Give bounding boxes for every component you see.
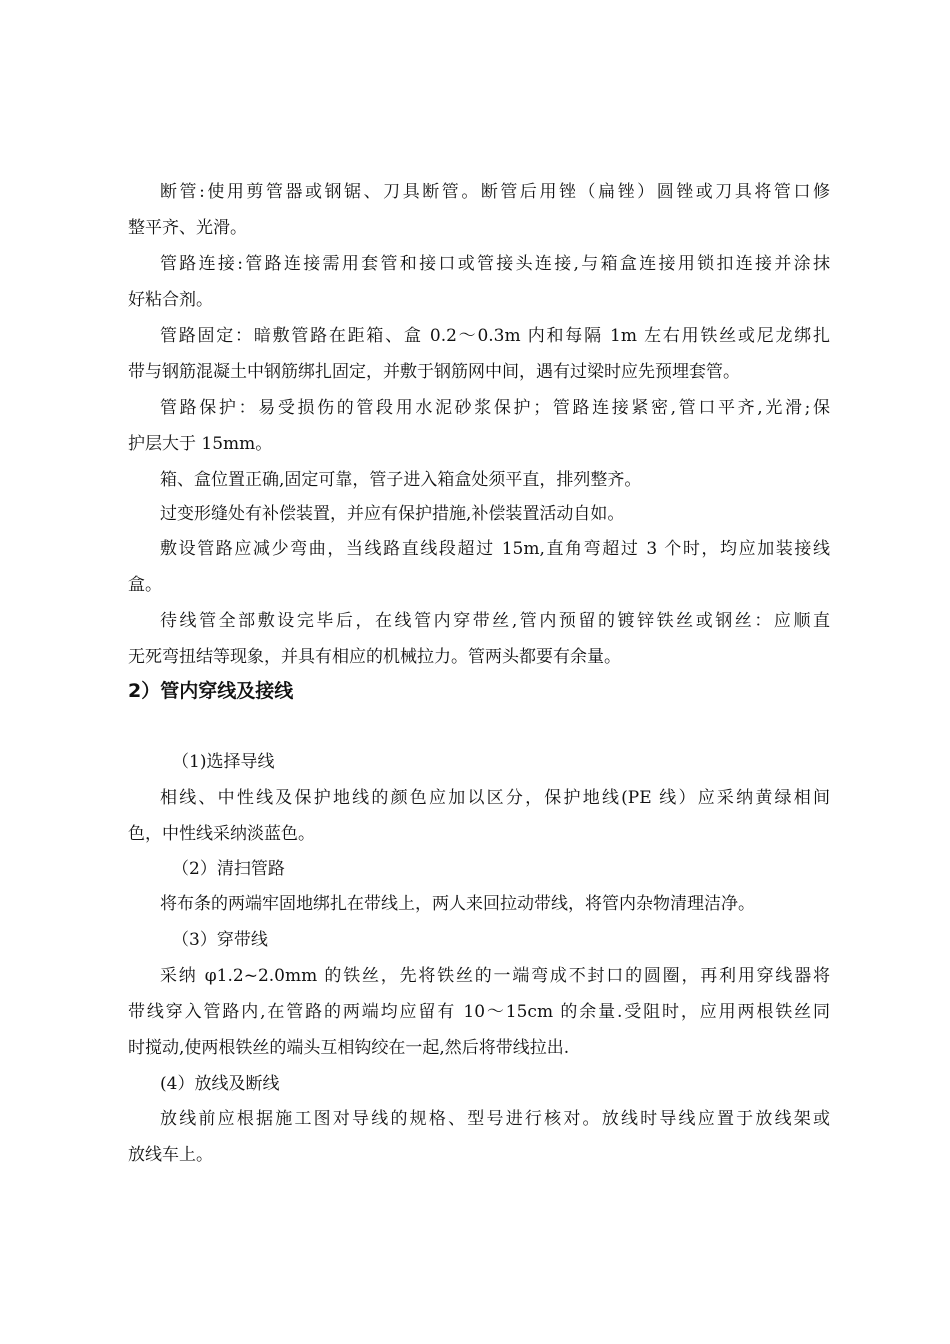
- paragraph-line: 将布条的两端牢固地绑扎在带线上，两人来回拉动带线，将管内杂物清理洁净。: [160, 894, 755, 914]
- paragraph-line: 断管:使用剪管器或钢锯、刀具断管。断管后用锉（扁锉）圆锉或刀具将管口修: [160, 182, 830, 202]
- paragraph-line: 放线车上。: [128, 1145, 213, 1165]
- paragraph-line: 敷设管路应减少弯曲，当线路直线段超过 15m,直角弯超过 3 个时，均应加装接线: [160, 539, 830, 559]
- paragraph-line: 待线管全部敷设完毕后，在线管内穿带丝,管内预留的镀锌铁丝或钢丝：应顺直: [160, 611, 830, 631]
- paragraph-line: 管路固定：暗敷管路在距箱、盒 0.2～0.3m 内和每隔 1m 左右用铁丝或尼龙绑扎: [160, 326, 830, 346]
- paragraph-line: 过变形缝处有补偿装置，并应有保护措施,补偿装置活动自如。: [160, 504, 625, 524]
- paragraph-line: 时搅动,使两根铁丝的端头互相钩绞在一起,然后将带线拉出.: [128, 1038, 570, 1058]
- subsection-title: （3）穿带线: [172, 930, 268, 950]
- paragraph-line: 带与钢筋混凝土中钢筋绑扎固定，并敷于钢筋网中间，遇有过梁时应先预埋套管。: [128, 362, 740, 382]
- paragraph-line: 无死弯扭结等现象，并具有相应的机械拉力。管两头都要有余量。: [128, 647, 621, 667]
- paragraph-line: 箱、盒位置正确,固定可靠，管子进入箱盒处须平直，排列整齐。: [160, 470, 642, 490]
- paragraph-line: 管路保护：易受损伤的管段用水泥砂浆保护；管路连接紧密,管口平齐,光滑;保: [160, 398, 830, 418]
- paragraph-line: 护层大于 15mm。: [128, 434, 273, 454]
- paragraph-line: 盒。: [128, 575, 162, 595]
- subsection-title: (4）放线及断线: [160, 1074, 280, 1094]
- paragraph-line: 色，中性线采纳淡蓝色。: [128, 824, 315, 844]
- paragraph-line: 整平齐、光滑。: [128, 218, 247, 238]
- paragraph-line: 管路连接:管路连接需用套管和接口或管接头连接,与箱盒连接用锁扣连接并涂抹: [160, 254, 830, 274]
- subsection-title: （2）清扫管路: [172, 859, 285, 879]
- paragraph-line: 采纳 φ1.2~2.0mm 的铁丝，先将铁丝的一端弯成不封口的圆圈，再利用穿线器将: [160, 966, 830, 986]
- paragraph-line: 相线、中性线及保护地线的颜色应加以区分，保护地线(PE 线）应采纳黄绿相间: [160, 788, 830, 808]
- paragraph-line: 带线穿入管路内,在管路的两端均应留有 10～15cm 的余量.受阻时，应用两根铁丝同: [128, 1002, 830, 1022]
- paragraph-line: 好粘合剂。: [128, 290, 213, 310]
- paragraph-line: 放线前应根据施工图对导线的规格、型号进行核对。放线时导线应置于放线架或: [160, 1109, 830, 1129]
- subsection-title: （1)选择导线: [172, 752, 275, 772]
- section-heading: 2）管内穿线及接线: [128, 680, 294, 702]
